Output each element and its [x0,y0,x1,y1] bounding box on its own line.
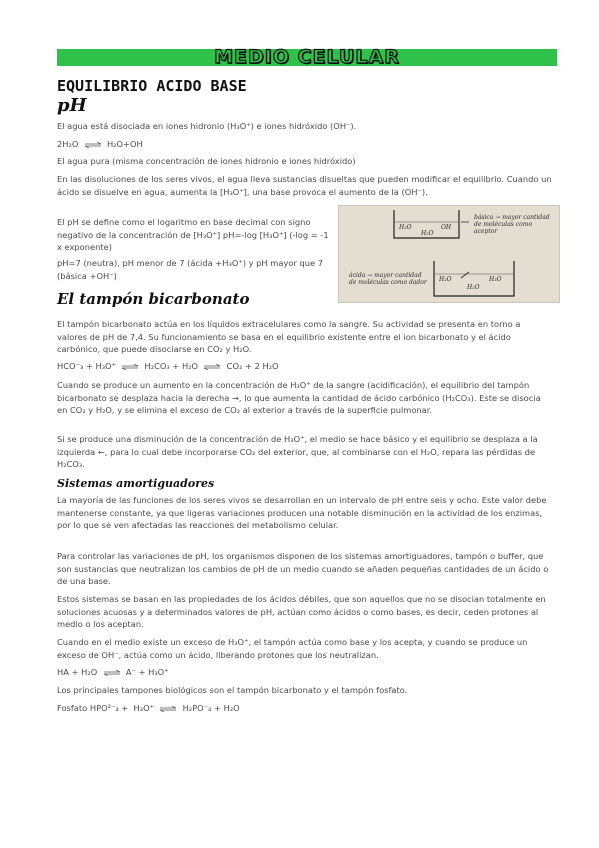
equation-phosphate-a: Fosfato HPO²⁻₄ + H₃O⁺ [57,703,154,713]
buffer-paragraph-3: Si se produce una disminución de la concentración de H₃O⁺, el medio se hace básico y el equilibrio se desplaza a la izquierda ←, para lo cual debe incorporarse CO₂ del exterior, que, al combinarse con el H₂O, repara las pérdidas de H₂CO₃. [57,434,538,470]
photo-label: H₂O [467,284,480,291]
section-title: EQUILIBRIO ACIDO BASE [57,77,247,95]
photo-label: H₂O [421,230,434,237]
photo-note-bottom: ácida → mayor cantidad de moléculas como dador [349,272,427,286]
equilibrium-arrow-icon [84,142,102,148]
equation-water [57,139,143,149]
ph-paragraph-2: El agua pura (misma concentración de iones hidronio e iones hidróxido) [57,156,356,166]
equilibrium-arrow-icon [103,670,121,676]
equilibrium-arrow-icon [159,706,177,712]
equilibrium-arrow-icon [121,364,139,370]
equation-weak-acid-b: A⁻ + H₃O⁺ [125,667,169,677]
equation-water-left: 2H₂O [57,139,79,149]
equation-bicarbonate [57,361,279,371]
equation-phosphate [57,703,240,713]
buffer-heading: El tampón bicarbonato [57,290,250,308]
systems-paragraph-1: La mayoría de las funciones de los seres vivos se desarrollan en un intervalo de pH entre seis y ocho. Este valor debe mantenerse constante, ya que ligeras variaciones producen una notable disminución en la actividad de los enzimas, por lo que se ven afectadas las reacciones del metabolismo celular. [57,495,547,531]
title-banner [57,46,557,68]
equation-weak-acid [57,667,169,677]
buffer-paragraph-1: El tampón bicarbonato actúa en los líquidos extracelulares como la sangre. Su actividad se presenta en torno a valores de pH de 7,4. Su funcionamiento se basa en el equilibrio existente entre el ion bicarbonato y el ácido carbónico, que puede disociarse en CO₂ y H₂O. [57,319,521,355]
equation-bicarbonate-b: H₂CO₃ + H₂O [144,361,199,371]
equation-phosphate-b: H₂PO⁻₄ + H₂O [182,703,240,713]
systems-paragraph-5: Los principales tampones biológicos son el tampón bicarbonato y el tampón fosfato. [57,685,408,695]
systems-paragraph-4: Cuando en el medio existe un exceso de H₃O⁺, el tampón actúa como base y los acepta, y cuando se produce un exceso de OH⁻, actúa como un ácido, liberando protones que los neutralizan. [57,637,528,660]
ph-paragraph-4: El pH se define como el logaritmo en base decimal con signo negativo de la concentración de [H₃O⁺] pH=-log [H₃O⁺] (-log = -1 x exponente) [57,217,329,253]
systems-heading: Sistemas amortiguadores [57,477,215,490]
photo-label: OH [441,224,452,231]
systems-paragraph-3: Estos sistemas se basan en las propiedades de los ácidos débiles, que son aquellos que no se disocian totalmente en soluciones acuosas y a determinados valores de pH, actúan como ácidos o como bases, es decir, ceden protones al medio o los aceptan. [57,594,546,630]
equilibrium-arrow-icon [203,364,221,370]
photo-label: H₃O [489,276,502,283]
equation-bicarbonate-a: HCO⁻₃ + H₃O⁺ [57,361,116,371]
photo-note-top: básica → mayor cantidad de moléculas como aceptor [474,214,550,235]
ph-paragraph-3: En las disoluciones de los seres vivos, el agua lleva sustancias disueltas que pueden modificar el equilibrio. Cuando un ácido se disuelve en agua, aumenta la [H₃O⁺], una base provoca el aumento de la (OH⁻). [57,174,552,197]
ph-paragraph-1: El agua está disociada en iones hidronio (H₃O⁺) e iones hidróxido (OH⁻). [57,121,357,131]
photo-label: H₃O [399,224,412,231]
equation-bicarbonate-c: CO₂ + 2 H₂O [226,361,279,371]
ph-heading: pH [57,95,87,116]
photo-label: H₂O [439,276,452,283]
equation-water-right: H₂O+OH [106,139,143,149]
buffer-paragraph-2: Cuando se produce un aumento en la concentración de H₃O⁺ de la sangre (acidificación), el equilibrio del tampón bicarbonato se desplaza hacia la derecha →, lo que aumenta la cantidad de ácido carbónico (H₂CO₃). Este se disocia en CO₂ y H₂O, y se elimina el exceso de CO₂ al exterior a través de la superficie pulmonar. [57,380,541,416]
equation-weak-acid-a: HA + H₂O [57,667,98,677]
systems-paragraph-2: Para controlar las variaciones de pH, los organismos disponen de los sistemas amortiguadores, tampón o buffer, que son sustancias que neutralizan los cambios de pH de un medio cuando se añaden pequeñas cantidades de un ácido o de una base. [57,551,549,587]
ph-paragraph-5: pH=7 (neutra), pH menor de 7 (ácida +H₃O⁺) y pH mayor que 7 (básica +OH⁻) [57,258,324,281]
handwritten-diagram-photo [338,205,560,303]
page-title: MEDIO CELULAR [214,46,400,68]
